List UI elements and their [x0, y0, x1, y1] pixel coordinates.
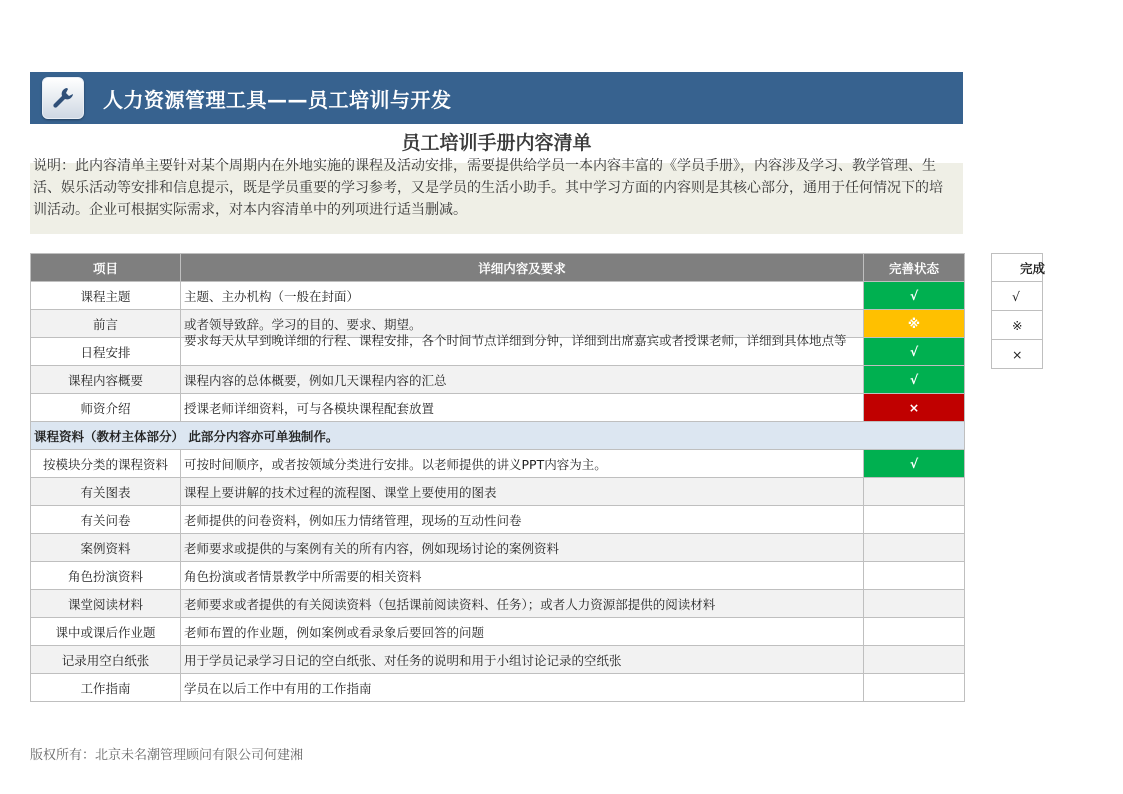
app-title: 人力资源管理工具——员工培训与开发 [103, 87, 452, 112]
description-text: 说明：此内容清单主要针对某个周期内在外地实施的课程及活动安排，需要提供给学员一本内容丰富的《学员手册》，内容涉及学习、教学管理、生活、娱乐活动等安排和信息提示，既是学员重要的学习参考，又是学员的生活小助手。其中学习方面的内容则是其核心部分，通用于任何情况下的培训活动。企业可根据实际需求，对本内容清单中的列项进行适当删减。 [33, 158, 943, 218]
table-row[interactable] [31, 478, 965, 506]
row-detail[interactable]: 老师要求或提供的与案例有关的所有内容，例如现场讨论的案例资料 [181, 534, 864, 562]
status-legend [991, 253, 1046, 369]
legend-partial: ※ [992, 311, 1043, 340]
table-row[interactable] [31, 646, 965, 674]
row-item[interactable]: 有关问卷 [31, 506, 181, 534]
status-cell[interactable] [864, 506, 965, 534]
legend-missing: × [992, 340, 1043, 369]
status-cell[interactable] [864, 618, 965, 646]
row-item[interactable]: 记录用空白纸张 [31, 646, 181, 674]
status-cell[interactable] [864, 646, 965, 674]
row-item[interactable]: 课中或课后作业题 [31, 618, 181, 646]
table-row[interactable] [31, 394, 965, 422]
row-detail[interactable]: 老师要求或者提供的有关阅读资料（包括课前阅读资料、任务）；或者人力资源部提供的阅读材料 [181, 590, 864, 618]
table-header-row [31, 254, 965, 282]
status-badge[interactable]: √ [864, 282, 965, 310]
row-detail[interactable]: 老师布置的作业题，例如案例或看录象后要回答的问题 [181, 618, 864, 646]
row-detail[interactable]: 课程上要讲解的技术过程的流程图、课堂上要使用的图表 [181, 478, 864, 506]
status-cell[interactable] [864, 478, 965, 506]
row-detail[interactable]: 用于学员记录学习日记的空白纸张、对任务的说明和用于小组讨论记录的空纸张 [181, 646, 864, 674]
legend-done: √ [992, 282, 1043, 311]
row-item[interactable]: 案例资料 [31, 534, 181, 562]
table-row[interactable] [31, 366, 965, 394]
legend-header: 完成 [992, 254, 1043, 282]
status-badge[interactable]: √ [864, 338, 965, 366]
copyright-footer: 版权所有：北京未名潮管理顾问有限公司何建湘 [30, 748, 304, 763]
section-label: 课程资料（教材主体部分） 此部分内容亦可单独制作。 [31, 422, 965, 450]
table-row[interactable] [31, 338, 965, 366]
title-banner [30, 72, 963, 124]
table-row[interactable] [31, 674, 965, 702]
status-cell[interactable] [864, 674, 965, 702]
row-detail[interactable]: 主题、主办机构（一般在封面） [181, 282, 864, 310]
table-row[interactable] [31, 450, 965, 478]
table-row[interactable] [31, 534, 965, 562]
table-row[interactable] [31, 618, 965, 646]
row-item[interactable]: 课堂阅读材料 [31, 590, 181, 618]
row-item[interactable]: 按模块分类的课程资料 [31, 450, 181, 478]
status-badge[interactable]: √ [864, 366, 965, 394]
row-item[interactable]: 课程主题 [31, 282, 181, 310]
status-cell[interactable] [864, 534, 965, 562]
wrench-icon [42, 77, 84, 119]
row-item[interactable]: 课程内容概要 [31, 366, 181, 394]
table-row[interactable] [31, 282, 965, 310]
row-item[interactable]: 角色扮演资料 [31, 562, 181, 590]
content-table [30, 253, 965, 702]
status-cell[interactable] [864, 590, 965, 618]
table-row[interactable] [31, 506, 965, 534]
column-header-detail: 详细内容及要求 [181, 254, 864, 282]
status-badge[interactable]: √ [864, 450, 965, 478]
row-detail[interactable]: 授课老师详细资料，可与各模块课程配套放置 [181, 394, 864, 422]
table-row[interactable] [31, 562, 965, 590]
status-badge[interactable]: ※ [864, 310, 965, 338]
row-item[interactable]: 师资介绍 [31, 394, 181, 422]
row-detail[interactable]: 角色扮演或者情景教学中所需要的相关资料 [181, 562, 864, 590]
table-row[interactable] [31, 590, 965, 618]
description-box [30, 158, 963, 234]
section-row [31, 422, 965, 450]
row-detail[interactable]: 老师提供的问卷资料，例如压力情绪管理，现场的互动性问卷 [181, 506, 864, 534]
row-detail-text: 要求每天从早到晚详细的行程、课程安排，各个时间节点详细到分钟，详细到出席嘉宾或者授课老师，详细到具体地点等 [184, 333, 847, 348]
row-detail[interactable]: 可按时间顺序，或者按领域分类进行安排。以老师提供的讲义PPT内容为主。 [181, 450, 864, 478]
status-badge[interactable]: × [864, 394, 965, 422]
row-item[interactable]: 工作指南 [31, 674, 181, 702]
row-item[interactable]: 前言 [31, 310, 181, 338]
column-header-status: 完善状态 [864, 254, 965, 282]
row-detail[interactable]: 课程内容的总体概要，例如几天课程内容的汇总 [181, 366, 864, 394]
row-detail[interactable] [181, 333, 864, 366]
page-title: 员工培训手册内容清单 [401, 132, 592, 154]
row-item[interactable]: 有关图表 [31, 478, 181, 506]
row-item[interactable]: 日程安排 [31, 338, 181, 366]
column-header-item: 项目 [31, 254, 181, 282]
row-detail[interactable]: 学员在以后工作中有用的工作指南 [181, 674, 864, 702]
row-detail[interactable]: 或者领导致辞。学习的目的、要求、期望。 [181, 310, 864, 338]
status-cell[interactable] [864, 562, 965, 590]
